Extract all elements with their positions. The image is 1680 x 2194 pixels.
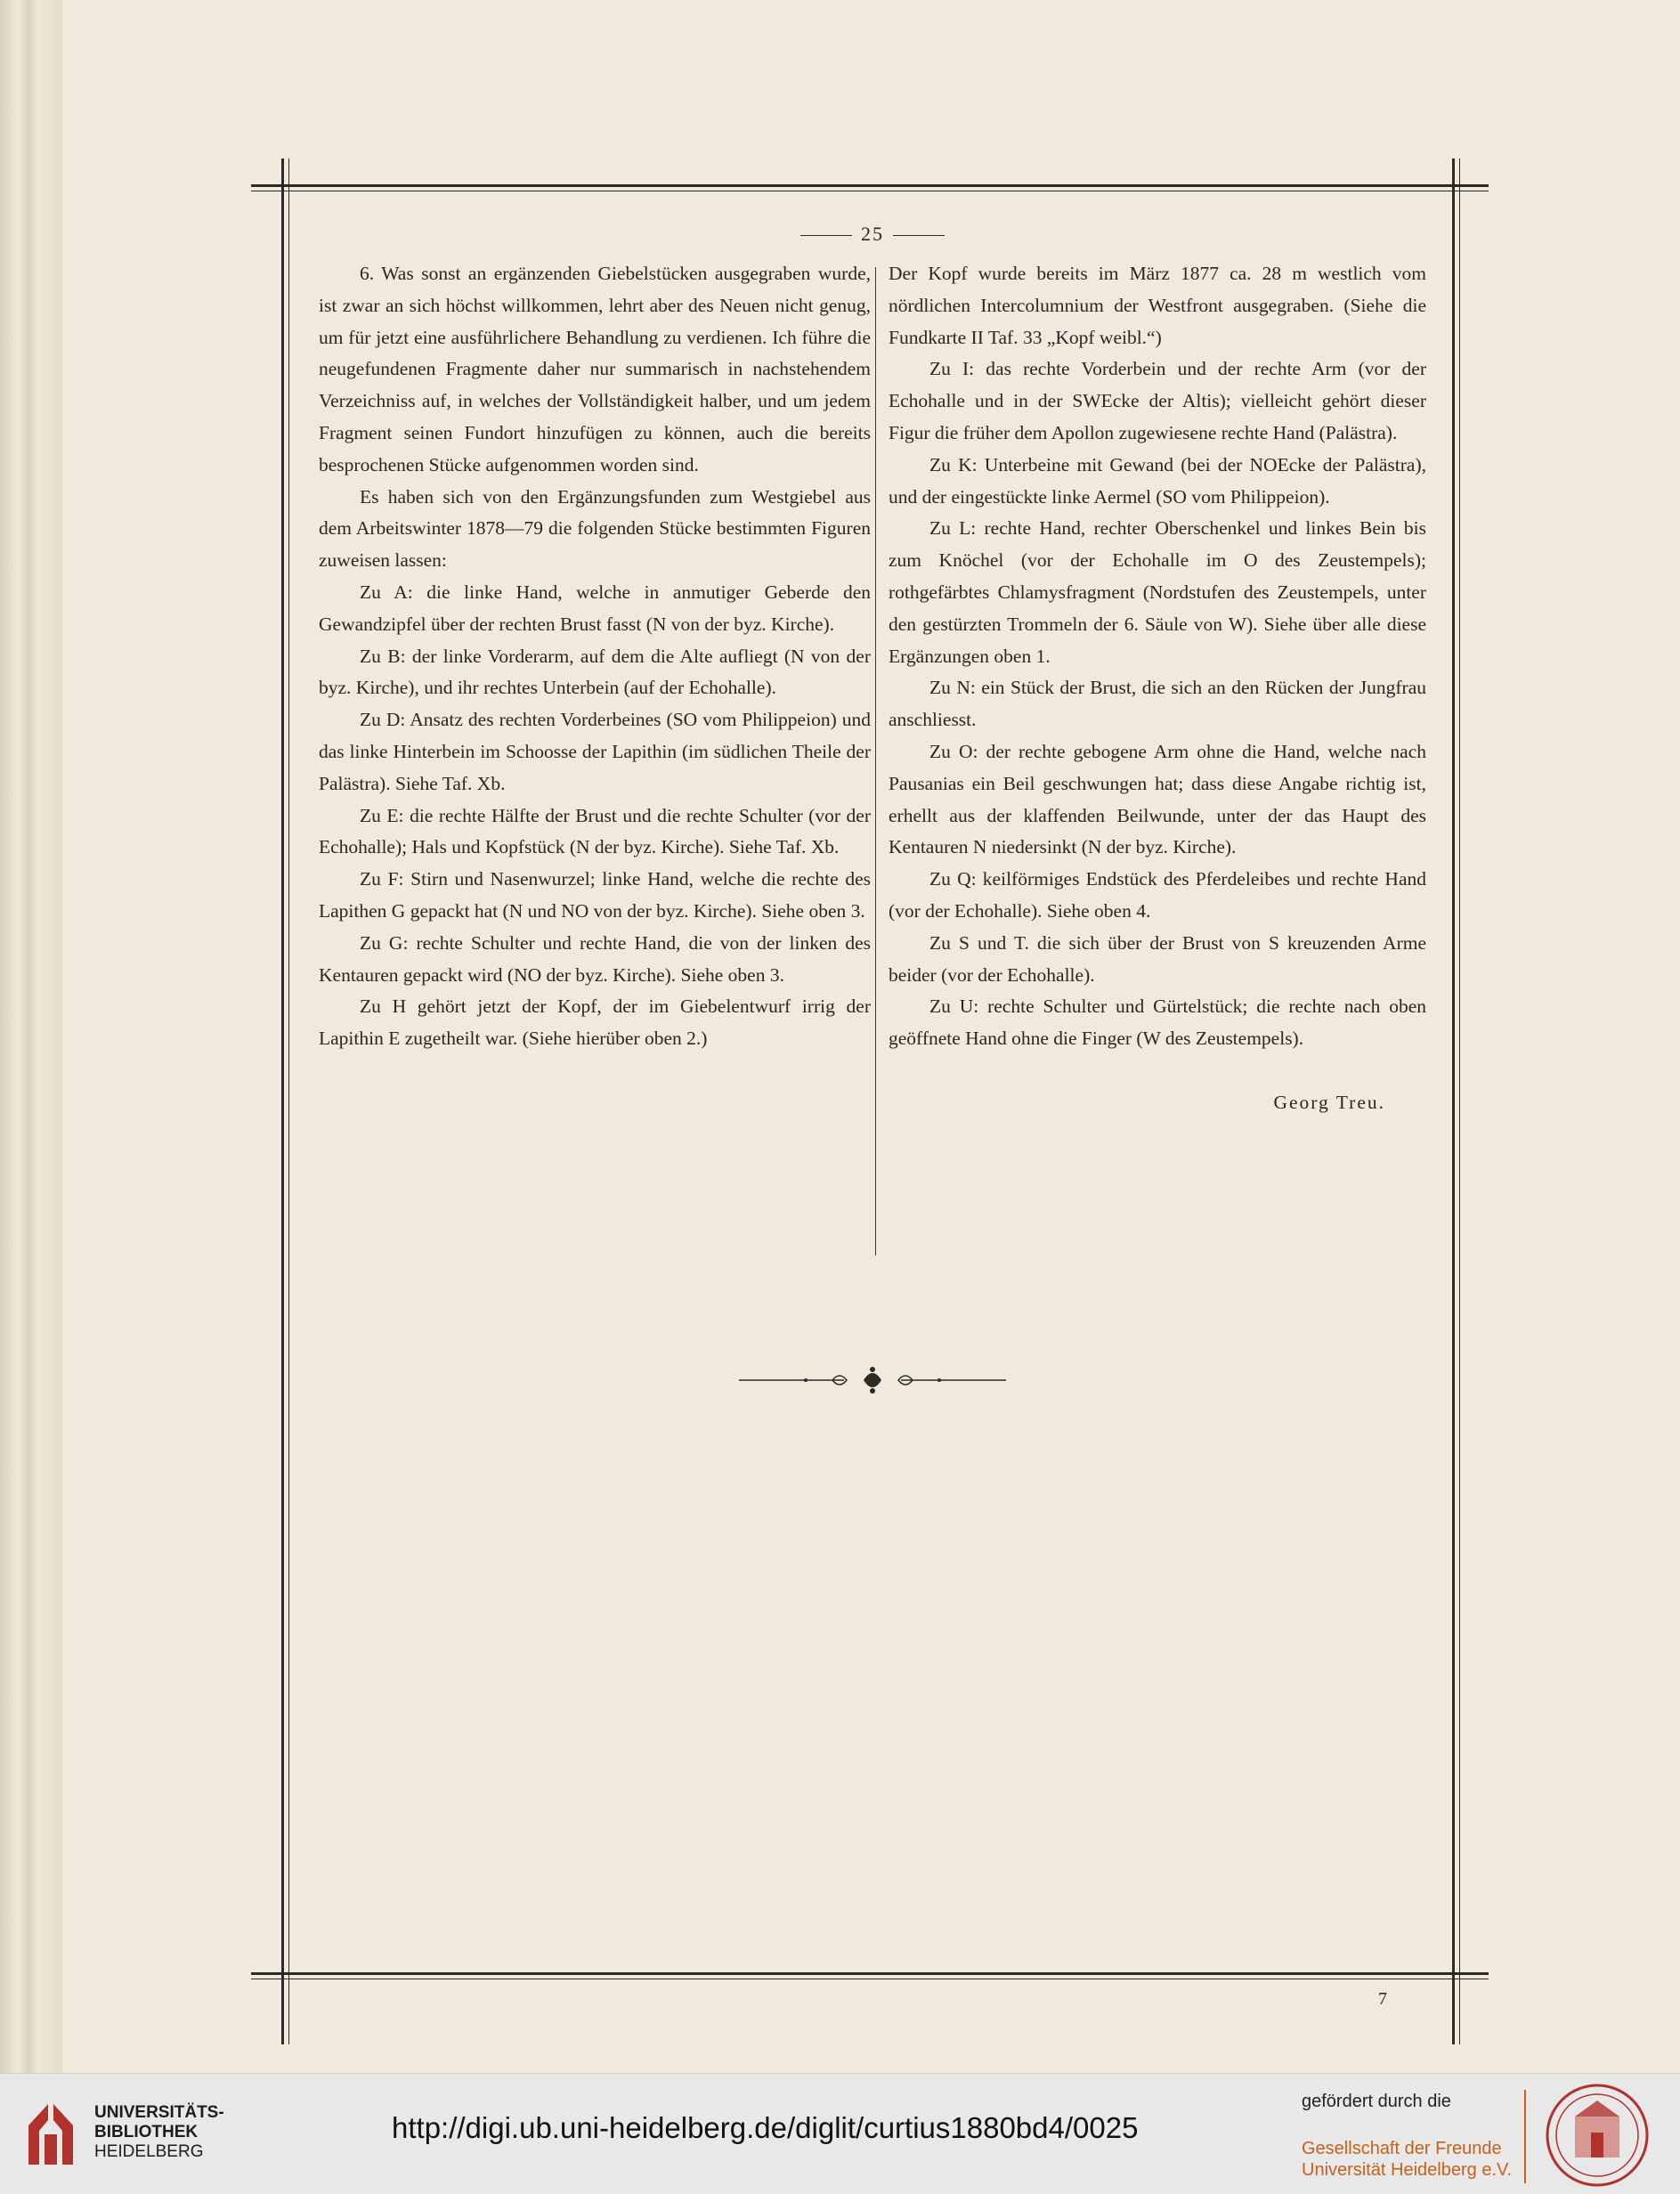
frame-bottom-rule (251, 1972, 1489, 1979)
paragraph: Zu I: das rechte Vorderbein und der rechte Arm (vor der Echohalle und in der SWEcke der Altis); vielleicht gehört dieser Figur die früher dem Apollon zugewiesene rechte Hand (Palästra). (889, 358, 1426, 443)
frame-right-rule (1452, 158, 1460, 2044)
viewer-footer (0, 2073, 1680, 2194)
paragraph: Zu U: rechte Schulter und Gürtelstück; die rechte nach oben geöffnete Hand ohne die Finger (W des Zeustempels). (889, 995, 1426, 1050)
paragraph: Zu G: rechte Schulter und rechte Hand, die von der linken des Kentauren gepackt wird (NO der byz. Kirche). Siehe oben 3. (319, 931, 871, 986)
paragraph: Zu O: der rechte gebogene Arm ohne die Hand, welche nach Pausanias ein Beil geschwungen hat; dass diese Angabe richtig ist, erhellt aus der klaffenden Beilwunde, unter der das Haupt des Kentauren N niedersinkt (N der byz. Kirche). (889, 740, 1426, 858)
scanned-page (62, 0, 1680, 2073)
paragraph: Zu F: Stirn und Nasenwurzel; linke Hand, welche die rechte des Lapithen G gepackt hat (N und NO von der byz. Kirche). Siehe oben 3. (319, 868, 871, 922)
author-signature: Georg Treu. (1273, 1091, 1385, 1113)
university-seal-icon (1545, 2083, 1650, 2188)
right-text-column (889, 258, 1426, 1119)
book-binding-edge (0, 0, 62, 2073)
paragraph: Es haben sich von den Ergänzungsfunden zum Westgiebel aus dem Arbeitswinter 1878—79 die folgenden Stücke bestimmten Figuren zuweisen lassen: (319, 485, 871, 572)
frame-left-rule (281, 158, 289, 2044)
paragraph: Zu K: Unterbeine mit Gewand (bei der NOEcke der Palästra), und der eingestückte linke Aermel (SO vom Philippeion). (889, 453, 1426, 508)
ornament-divider (739, 1362, 1006, 1398)
paragraph: 6. Was sonst an ergänzenden Giebelstücken ausgegraben wurde, ist zwar an sich höchst willkommen, lehrt aber des Neuen nicht genug, um für jetzt eine ausführlichere Behandlung zu verdienen. Ich führe die neugefundenen Fragmente daher nur summarisch in nachstehendem Verzeichniss auf, in welches der Vollständigkeit halber, und um jedem Fragment seinen Fundort hinzufügen zu können, auch die bereits besprochenen Stücke aufgenommen worden sind. (319, 263, 871, 475)
paragraph: Zu H gehört jetzt der Kopf, der im Giebelentwurf irrig der Lapithin E zugetheilt war. (Siehe hierüber oben 2.) (319, 995, 871, 1050)
left-text-column (319, 258, 871, 1055)
library-name: UNIVERSITÄTS- BIBLIOTHEK HEIDELBERG (94, 2103, 224, 2161)
paragraph: Zu L: rechte Hand, rechter Oberschenkel und linkes Bein bis zum Knöchel (vor der Echohalle im O des Zeustempels); rothgefärbtes Chlamysfragment (Nordstufen des Zeustempels, unter den gestürzten Trommeln der 6. Säule von W). Siehe über alle diese Ergänzungen oben 1. (889, 517, 1426, 667)
university-library-logo-icon (21, 2099, 77, 2170)
paragraph: Der Kopf wurde bereits im März 1877 ca. 28 m westlich vom nördlichen Intercolumnium der Westfront ausgegraben. (Siehe die Fundkarte II Taf. 33 „Kopf weibl.“) (889, 263, 1426, 348)
paragraph: Zu S und T. die sich über der Brust von S kreuzenden Arme beider (vor der Echohalle). (889, 931, 1426, 986)
sponsor-name: Gesellschaft der Freunde Universität Heidelberg e.V. (1302, 2139, 1513, 2180)
sponsor-divider (1524, 2090, 1526, 2183)
paragraph: Zu A: die linke Hand, welche in anmutiger Geberde den Gewandzipfel über der rechten Brust fasst (N von der byz. Kirche). (319, 581, 871, 635)
folio-number: 7 (1378, 1989, 1387, 2009)
paragraph: Zu Q: keilförmiges Endstück des Pferdeleibes und rechte Hand (vor der Echohalle). Siehe oben 4. (889, 868, 1426, 922)
column-divider (875, 267, 876, 1255)
permalink-url[interactable]: http://digi.ub.uni-heidelberg.de/diglit/curtius1880bd4/0025 (392, 2111, 1139, 2144)
paragraph: Zu N: ein Stück der Brust, die sich an den Rücken der Jungfrau anschliesst. (889, 677, 1426, 731)
page-number: 25 (783, 223, 962, 246)
paragraph: Zu E: die rechte Hälfte der Brust und die rechte Schulter (vor der Echohalle); Hals und Kopfstück (N der byz. Kirche). Siehe Taf. Xb. (319, 804, 871, 858)
paragraph: Zu B: der linke Vorderarm, auf dem die Alte aufliegt (N von der byz. Kirche), und ihr rechtes Unterbein (auf der Echohalle). (319, 645, 871, 699)
paragraph: Zu D: Ansatz des rechten Vorderbeines (SO vom Philippeion) und das linke Hinterbein im Schoosse der Lapithin (im südlichen Theile der Palästra). Siehe Taf. Xb. (319, 709, 871, 794)
frame-top-rule (251, 184, 1489, 191)
sponsor-label: gefördert durch die (1302, 2092, 1451, 2111)
